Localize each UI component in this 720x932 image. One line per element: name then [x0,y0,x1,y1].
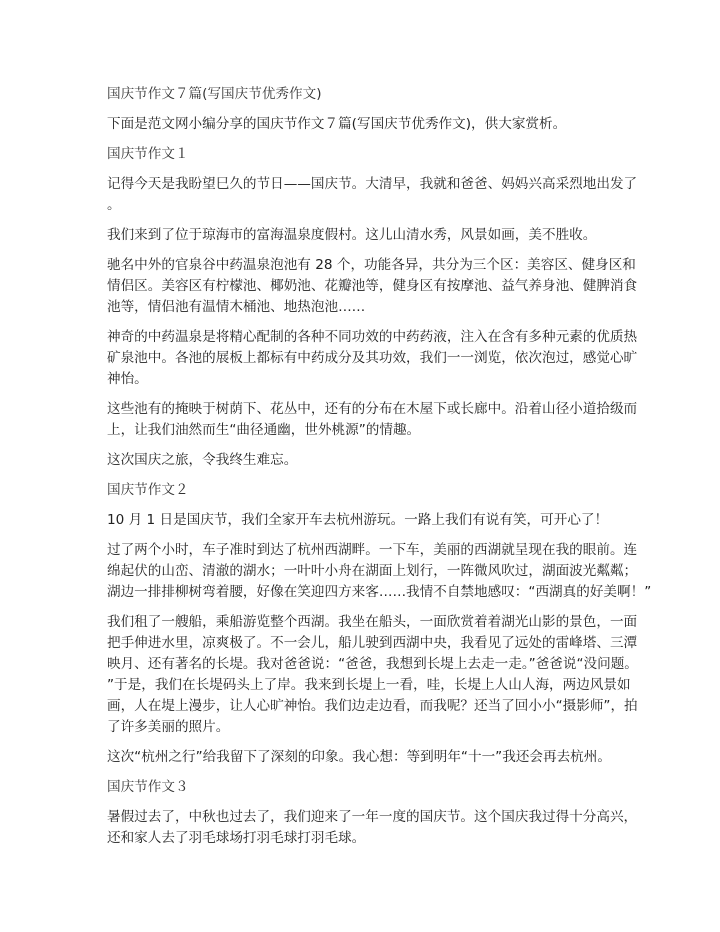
paragraph [107,399,638,441]
paragraph-line: 过了两个小时，车子准时到达了杭州西湖畔。一下车，美丽的西湖就呈现在我的眼前。连 [107,542,638,558]
paragraph-line: 矿泉池中。各池的展板上都标有中药成分及其功效，我们一一浏览，依次泡过，感觉心旷 [107,350,638,366]
document-body [107,144,652,849]
paragraph-line: 画，人在堤上漫步，让人心旷神怡。我们边走边看，而我呢？还当了回小小“摄影师”，拍 [107,698,638,714]
paragraph [107,510,617,531]
document-title: 国庆节作文７篇(写国庆节优秀作文) [107,86,322,102]
section-heading: 国庆节作文３ [107,779,189,795]
paragraph-line: 我们租了一艘船，乘船游览整个西湖。我坐在船头，一面欣赏着着湖光山影的景色，一面 [107,614,638,630]
paragraph [107,540,652,603]
section-heading: 国庆节作文２ [107,482,189,498]
paragraph [107,450,617,471]
document-intro: 下面是范文网小编分享的国庆节作文７篇(写国庆节优秀作文)，供大家赏析。 [107,116,567,132]
paragraph-line: 暑假过去了，中秋也过去了，我们迎来了一年一度的国庆节。这个国庆我过得十分高兴， [107,809,638,825]
paragraph-line: 神怡。 [107,371,148,387]
paragraph [107,612,638,738]
paragraph [107,174,638,216]
paragraph-line: 神奇的中药温泉是将精心配制的各种不同功效的中药药液，注入在含有多种元素的优质热 [107,329,638,345]
paragraph-line: 湖边一排排柳树弯着腰，好像在笑迎四方来客……我情不自禁地感叹：“西湖真的好美啊！” [107,584,652,600]
paragraph-line: 把手伸进水里，凉爽极了。不一会儿，船儿驶到西湖中央，我看见了远处的雷峰塔、三潭 [107,635,638,651]
paragraph-line: 驰名中外的官泉谷中药温泉泡池有 28 个，功能各异，共分为三个区：美容区、健身区和 [107,257,636,273]
paragraph [107,327,638,390]
section-heading: 国庆节作文１ [107,146,189,162]
paragraph-line: 映月、还有著名的长堤。我对爸爸说：“爸爸，我想到长堤上去走一走。”爸爸说“没问题。 [107,656,638,672]
paragraph [107,225,617,246]
paragraph-line: 我们来到了位于琼海市的富海温泉度假村。这儿山清水秀，风景如画，美不胜收。 [107,227,597,243]
paragraph-line: 绵起伏的山峦、清澈的湖水；一叶叶小舟在湖面上划行，一阵微风吹过，湖面波光粼粼； [107,563,638,579]
document-page [107,84,652,858]
paragraph-line: 上，让我们油然而生“曲径通幽，世外桃源”的情趣。 [107,422,421,438]
paragraph-line: 池等，情侣池有温情木桶池、地热泡池…… [107,299,366,315]
paragraph-line: 这次“杭州之行”给我留下了深刻的印象。我心想：等到明年“十一”我还会再去杭州。 [107,749,611,765]
paragraph-line: 10 月 1 日是国庆节，我们全家开车去杭州游玩。一路上我们有说有笑，可开心了！ [107,512,609,528]
paragraph [107,807,638,849]
paragraph-line: 记得今天是我盼望巳久的节日——国庆节。大清早，我就和爸爸、妈妈兴高采烈地出发了 [107,176,638,192]
paragraph-line: 情侣区。美容区有柠檬池、椰奶池、花瓣池等，健身区有按摩池、益气养身池、健脾消食 [107,278,638,294]
paragraph-line: 。 [107,197,121,213]
paragraph-line: 这次国庆之旅，令我终生难忘。 [107,452,298,468]
paragraph [107,747,617,768]
paragraph-line: 了许多美丽的照片。 [107,719,230,735]
paragraph-line: 这些池有的掩映于树荫下、花丛中，还有的分布在木屋下或长廊中。沿着山径小道拾级而 [107,401,638,417]
paragraph [107,255,638,318]
paragraph-line: ”于是，我们在长堤码头上了岸。我来到长堤上一看，哇，长堤上人山人海，两边风景如 [107,677,631,693]
paragraph-line: 还和家人去了羽毛球场打羽毛球打羽毛球。 [107,830,366,846]
